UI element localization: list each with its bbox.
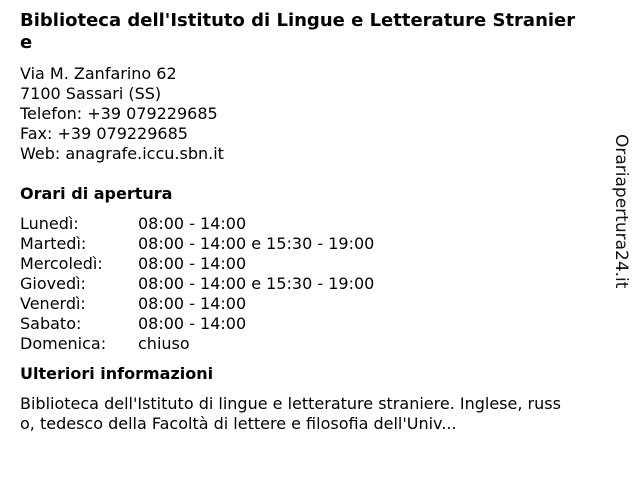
hours-row-monday bbox=[20, 214, 580, 234]
city-address: 7100 Sassari (SS) bbox=[20, 84, 162, 103]
library-card bbox=[20, 10, 580, 434]
hours-row-tuesday bbox=[20, 234, 580, 254]
phone-number: Telefon: +39 079229685 bbox=[20, 104, 218, 123]
time-value: 08:00 - 14:00 bbox=[138, 294, 247, 313]
time-value: 08:00 - 14:00 e 15:30 - 19:00 bbox=[138, 234, 375, 253]
website: Web: anagrafe.iccu.sbn.it bbox=[20, 144, 224, 163]
contact-block bbox=[20, 64, 580, 164]
fax-number: Fax: +39 079229685 bbox=[20, 124, 188, 143]
site-watermark: Orariapertura24.it bbox=[611, 134, 631, 289]
more-info-heading: Ulteriori informazioni bbox=[20, 364, 214, 383]
time-value: chiuso bbox=[138, 334, 190, 353]
day-label: Mercoledì: bbox=[20, 254, 103, 273]
time-value: 08:00 - 14:00 bbox=[138, 314, 247, 333]
page-title: Biblioteca dell'Istituto di Lingue e Letterature Straniere bbox=[20, 10, 576, 53]
day-label: Lunedì: bbox=[20, 214, 79, 233]
more-info-text: Biblioteca dell'Istituto di lingue e letterature straniere. Inglese, russo, tedesco della Facoltà di lettere e filosofia dell'Univ... bbox=[20, 394, 561, 433]
street-address: Via M. Zanfarino 62 bbox=[20, 64, 177, 83]
day-label: Martedì: bbox=[20, 234, 87, 253]
day-label: Giovedì: bbox=[20, 274, 86, 293]
day-label: Venerdì: bbox=[20, 294, 86, 313]
hours-row-wednesday bbox=[20, 254, 580, 274]
hours-row-friday bbox=[20, 294, 580, 314]
day-label: Domenica: bbox=[20, 334, 107, 353]
hours-row-sunday bbox=[20, 334, 580, 354]
day-label: Sabato: bbox=[20, 314, 82, 333]
opening-hours-table bbox=[20, 214, 580, 354]
time-value: 08:00 - 14:00 e 15:30 - 19:00 bbox=[138, 274, 375, 293]
hours-row-thursday bbox=[20, 274, 580, 294]
opening-hours-heading: Orari di apertura bbox=[20, 184, 173, 203]
time-value: 08:00 - 14:00 bbox=[138, 214, 247, 233]
hours-row-saturday bbox=[20, 314, 580, 334]
time-value: 08:00 - 14:00 bbox=[138, 254, 247, 273]
